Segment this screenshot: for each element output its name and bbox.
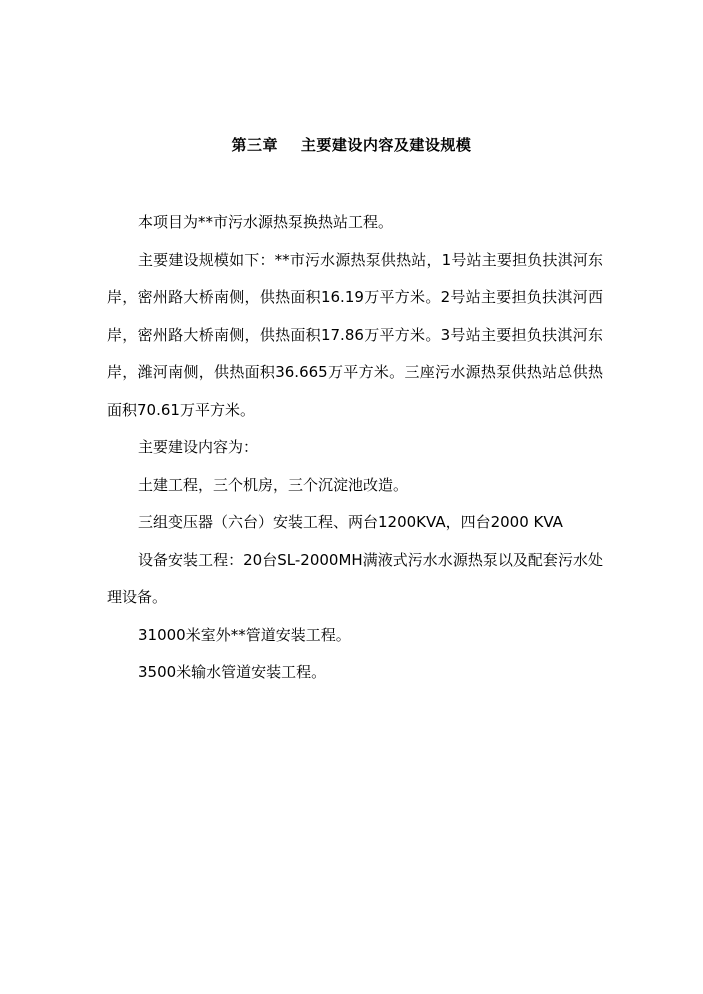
paragraph-construction-scale: 主要建设规模如下：**市污水源热泵供热站，1号站主要担负扶淇河东岸，密州路大桥南侧，供热面积16.19万平方米。2号站主要担负扶淇河西岸，密州路大桥南侧，供热面积17.86万平方米。3号站主要担负扶淇河东岸，潍河南侧，供热面积36.665万平方米。三座污水源热泵供热站总供热面积70.61万平方米。: [107, 250, 603, 419]
chapter-title: 第三章 主要建设内容及建设规模: [231, 136, 472, 154]
paragraph-equipment: 设备安装工程：20台SL-2000MH满液式污水水源热泵以及配套污水处理设备。: [107, 550, 603, 606]
document-body: [107, 204, 603, 692]
paragraph-project-intro: 本项目为**市污水源热泵换热站工程。: [138, 213, 394, 231]
paragraph-civil-works: 土建工程，三个机房，三个沉淀池改造。: [138, 475, 409, 494]
paragraph-outdoor-pipeline: 31000米室外**管道安装工程。: [138, 625, 351, 644]
paragraph-water-pipeline: 3500米输水管道安装工程。: [138, 663, 327, 681]
paragraph-transformers: 三组变压器（六台）安装工程、两台1200KVA，四台2000 KVA: [138, 513, 563, 531]
paragraph-content-heading: 主要建设内容为：: [138, 438, 259, 456]
